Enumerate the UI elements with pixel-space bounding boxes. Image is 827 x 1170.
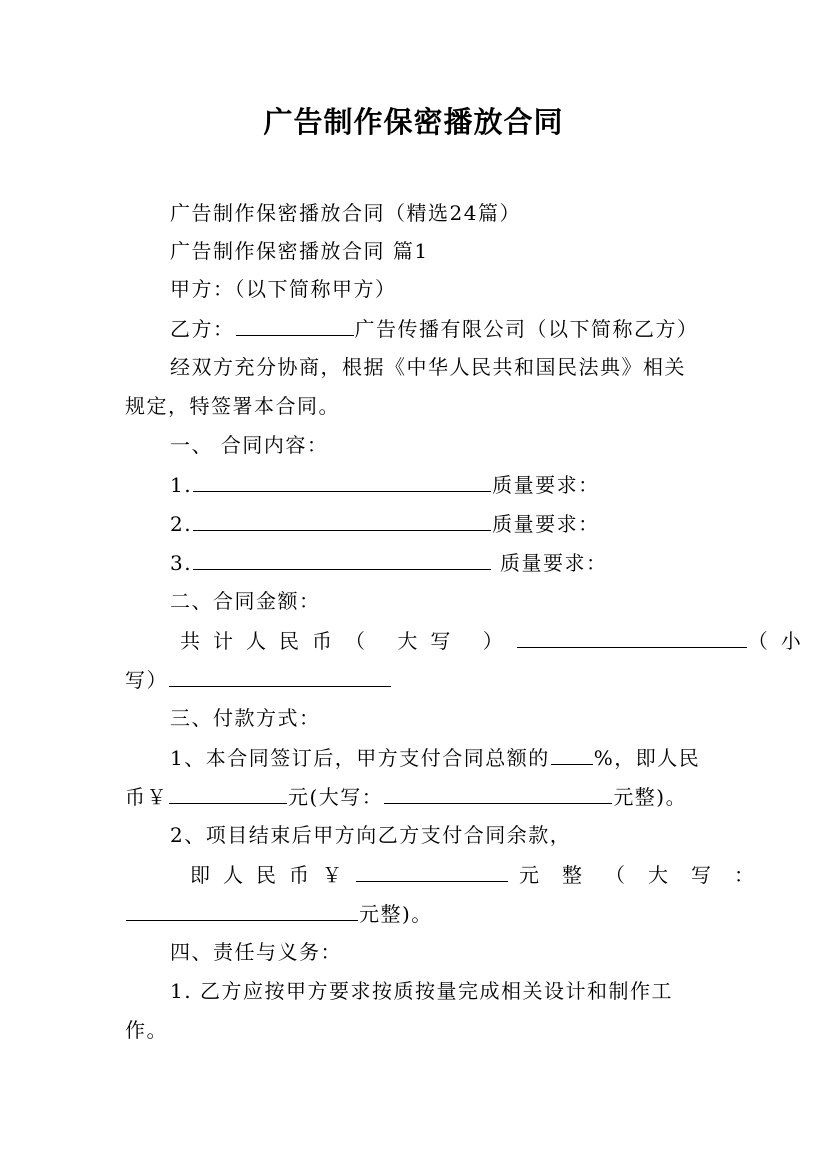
amount-prefix: 共计人民币（ 大写 ） [180, 629, 516, 653]
duty-1-line-2: 作。 [125, 1018, 168, 1042]
payment-1-uppercase-blank[interactable] [384, 783, 612, 804]
payment-1-currency: 币￥ [125, 785, 168, 809]
payment-2-end: 元整)。 [359, 902, 433, 926]
item-2-number: 2. [170, 512, 193, 536]
amount-line [180, 627, 814, 654]
item-3-quality: 质量要求： [492, 551, 608, 575]
duty-1-line-1: 1. 乙方应按甲方要求按质按量完成相关设计和制作工 [170, 979, 673, 1003]
party-b-line [170, 315, 699, 342]
payment-1-line-1 [170, 744, 700, 771]
document-title: 广告制作保密播放合同 [263, 105, 564, 139]
payment-2-line-3 [125, 900, 433, 927]
payment-2-mid: 元整（大写： [519, 863, 777, 887]
intro-line-1: 经双方充分协商，根据《中华人民共和国民法典》相关 [170, 355, 686, 379]
item-3-number: 3. [170, 551, 193, 575]
party-b-blank[interactable] [236, 315, 354, 336]
amount-suffix: （小 [747, 629, 814, 653]
payment-1-end: 元整)。 [613, 785, 688, 809]
section-heading: 广告制作保密播放合同 篇1 [170, 239, 429, 263]
item-1-quality: 质量要求： [492, 473, 600, 497]
amount-lowercase-blank[interactable] [169, 666, 391, 687]
payment-2-amount-blank[interactable] [356, 861, 508, 882]
payment-2-uppercase-blank[interactable] [126, 900, 358, 921]
item-3-line [170, 549, 607, 576]
payment-percent-blank[interactable] [551, 744, 593, 765]
payment-1-amount-blank[interactable] [169, 783, 287, 804]
payment-1-line-2 [125, 783, 687, 810]
payment-1-prefix: 1、本合同签订后，甲方支付合同总额的 [170, 746, 550, 770]
intro-line-2: 规定，特签署本合同。 [125, 394, 340, 418]
amount-uppercase-blank[interactable] [517, 627, 747, 648]
amount-line-2-prefix: 写） [125, 668, 168, 692]
payment-1-suffix: %，即人民 [593, 746, 701, 770]
item-3-blank[interactable] [193, 549, 491, 570]
item-1-number: 1. [170, 473, 193, 497]
item-2-blank[interactable] [193, 510, 491, 531]
section-1-heading: 一、 合同内容： [170, 433, 329, 457]
item-1-blank[interactable] [193, 471, 491, 492]
payment-2-line-2 [190, 861, 777, 888]
payment-2-line-1: 2、项目结束后甲方向乙方支付合同余款， [170, 823, 572, 847]
section-3-heading: 三、付款方式： [170, 706, 321, 730]
amount-line-2 [125, 666, 392, 693]
item-2-quality: 质量要求： [492, 512, 600, 536]
party-b-prefix: 乙方： [170, 317, 235, 341]
party-a-line: 甲方：（以下简称甲方） [170, 277, 397, 301]
item-2-line [170, 510, 600, 537]
subtitle: 广告制作保密播放合同（精选24篇） [170, 201, 521, 225]
payment-1-mid: 元(大写： [288, 785, 384, 809]
item-1-line [170, 471, 600, 498]
section-4-heading: 四、责任与义务： [170, 940, 342, 964]
party-b-suffix: 广告传播有限公司（以下简称乙方） [354, 317, 699, 341]
payment-2-currency: 即人民币￥ [190, 863, 355, 887]
section-2-heading: 二、合同金额： [170, 589, 321, 613]
